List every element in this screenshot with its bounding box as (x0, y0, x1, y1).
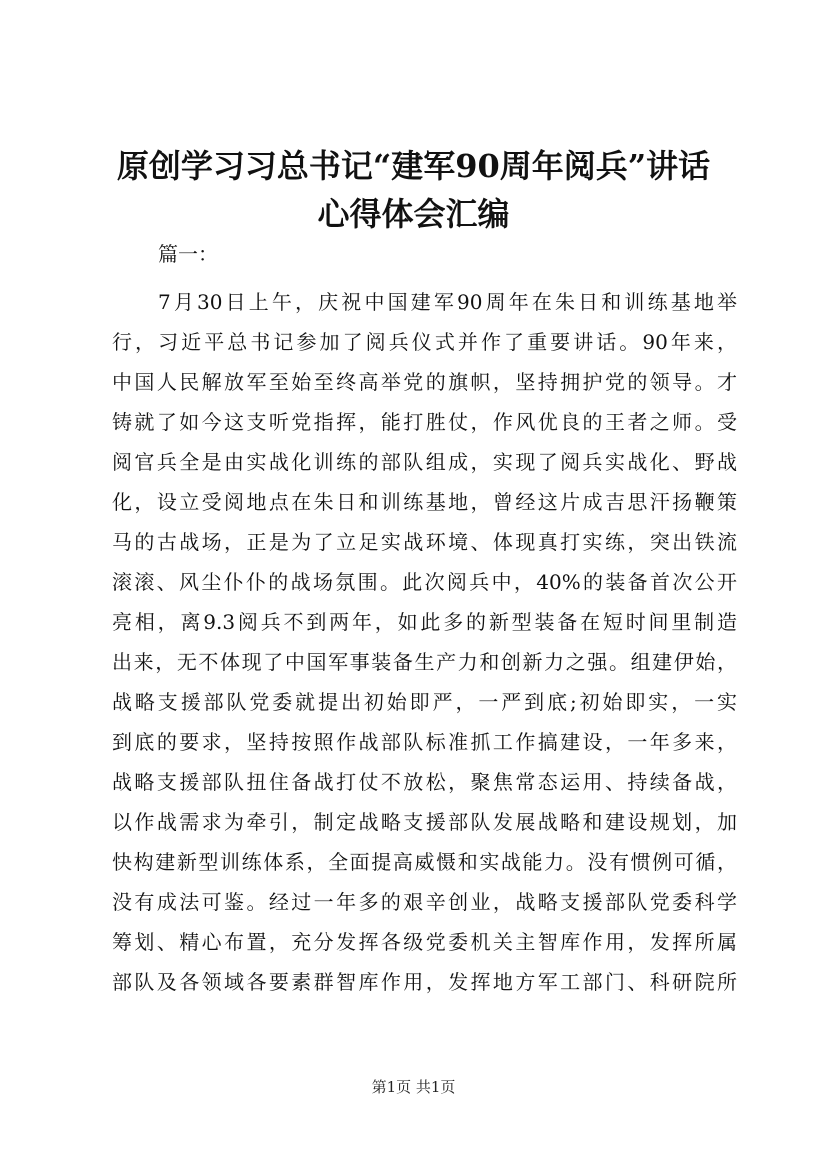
document-title-line-1: 原创学习习总书记“建军90周年阅兵”讲话 (116, 147, 711, 185)
paragraph-line: 战略支援部队党委就提出初始即严，一严到底;初始即实，一实 (112, 690, 737, 714)
paragraph-line: 7月30日上午，庆祝中国建军90周年在朱日和训练基地举 (158, 290, 737, 314)
paragraph-line: 马的古战场，正是为了立足实战环境、体现真打实练，突出铁流 (112, 530, 737, 554)
paragraph-line: 没有成法可鉴。经过一年多的艰辛创业，战略支援部队党委科学 (112, 890, 737, 914)
paragraph-line: 出来，无不体现了中国军事装备生产力和创新力之强。组建伊始， (112, 650, 737, 674)
paragraph-line: 筹划、精心布置，充分发挥各级党委机关主智库作用，发挥所属 (112, 930, 737, 954)
paragraph-line: 行，习近平总书记参加了阅兵仪式并作了重要讲话。90年来， (112, 330, 737, 354)
paragraph-line: 滚滚、风尘仆仆的战场氛围。此次阅兵中，40%的装备首次公开 (112, 570, 737, 594)
paragraph-line: 铸就了如今这支听党指挥，能打胜仗，作风优良的王者之师。受 (112, 410, 737, 434)
paragraph-line: 化，设立受阅地点在朱日和训练基地，曾经这片成吉思汗扬鞭策 (112, 490, 737, 514)
paragraph-line: 亮相，离9.3阅兵不到两年，如此多的新型装备在短时间里制造 (112, 610, 737, 634)
paragraph-line: 战略支援部队扭住备战打仗不放松，聚焦常态运用、持续备战， (112, 770, 737, 794)
paragraph-line: 到底的要求，坚持按照作战部队标准抓工作搞建设，一年多来， (112, 730, 737, 754)
document-title-line-2: 心得体会汇编 (317, 195, 510, 233)
paragraph-line: 快构建新型训练体系，全面提高威慑和实战能力。没有惯例可循， (112, 850, 737, 874)
page-number-footer: 第1页 共1页 (371, 1078, 456, 1096)
paragraph-line: 部队及各领域各要素群智库作用，发挥地方军工部门、科研院所 (112, 970, 737, 994)
paragraph-line: 中国人民解放军至始至终高举党的旗帜，坚持拥护党的领导。才 (112, 370, 737, 394)
paragraph-line: 阅官兵全是由实战化训练的部队组成，实现了阅兵实战化、野战 (112, 450, 737, 474)
section-label: 篇一： (158, 242, 218, 266)
paragraph-line: 以作战需求为牵引，制定战略支援部队发展战略和建设规划，加 (112, 810, 737, 834)
